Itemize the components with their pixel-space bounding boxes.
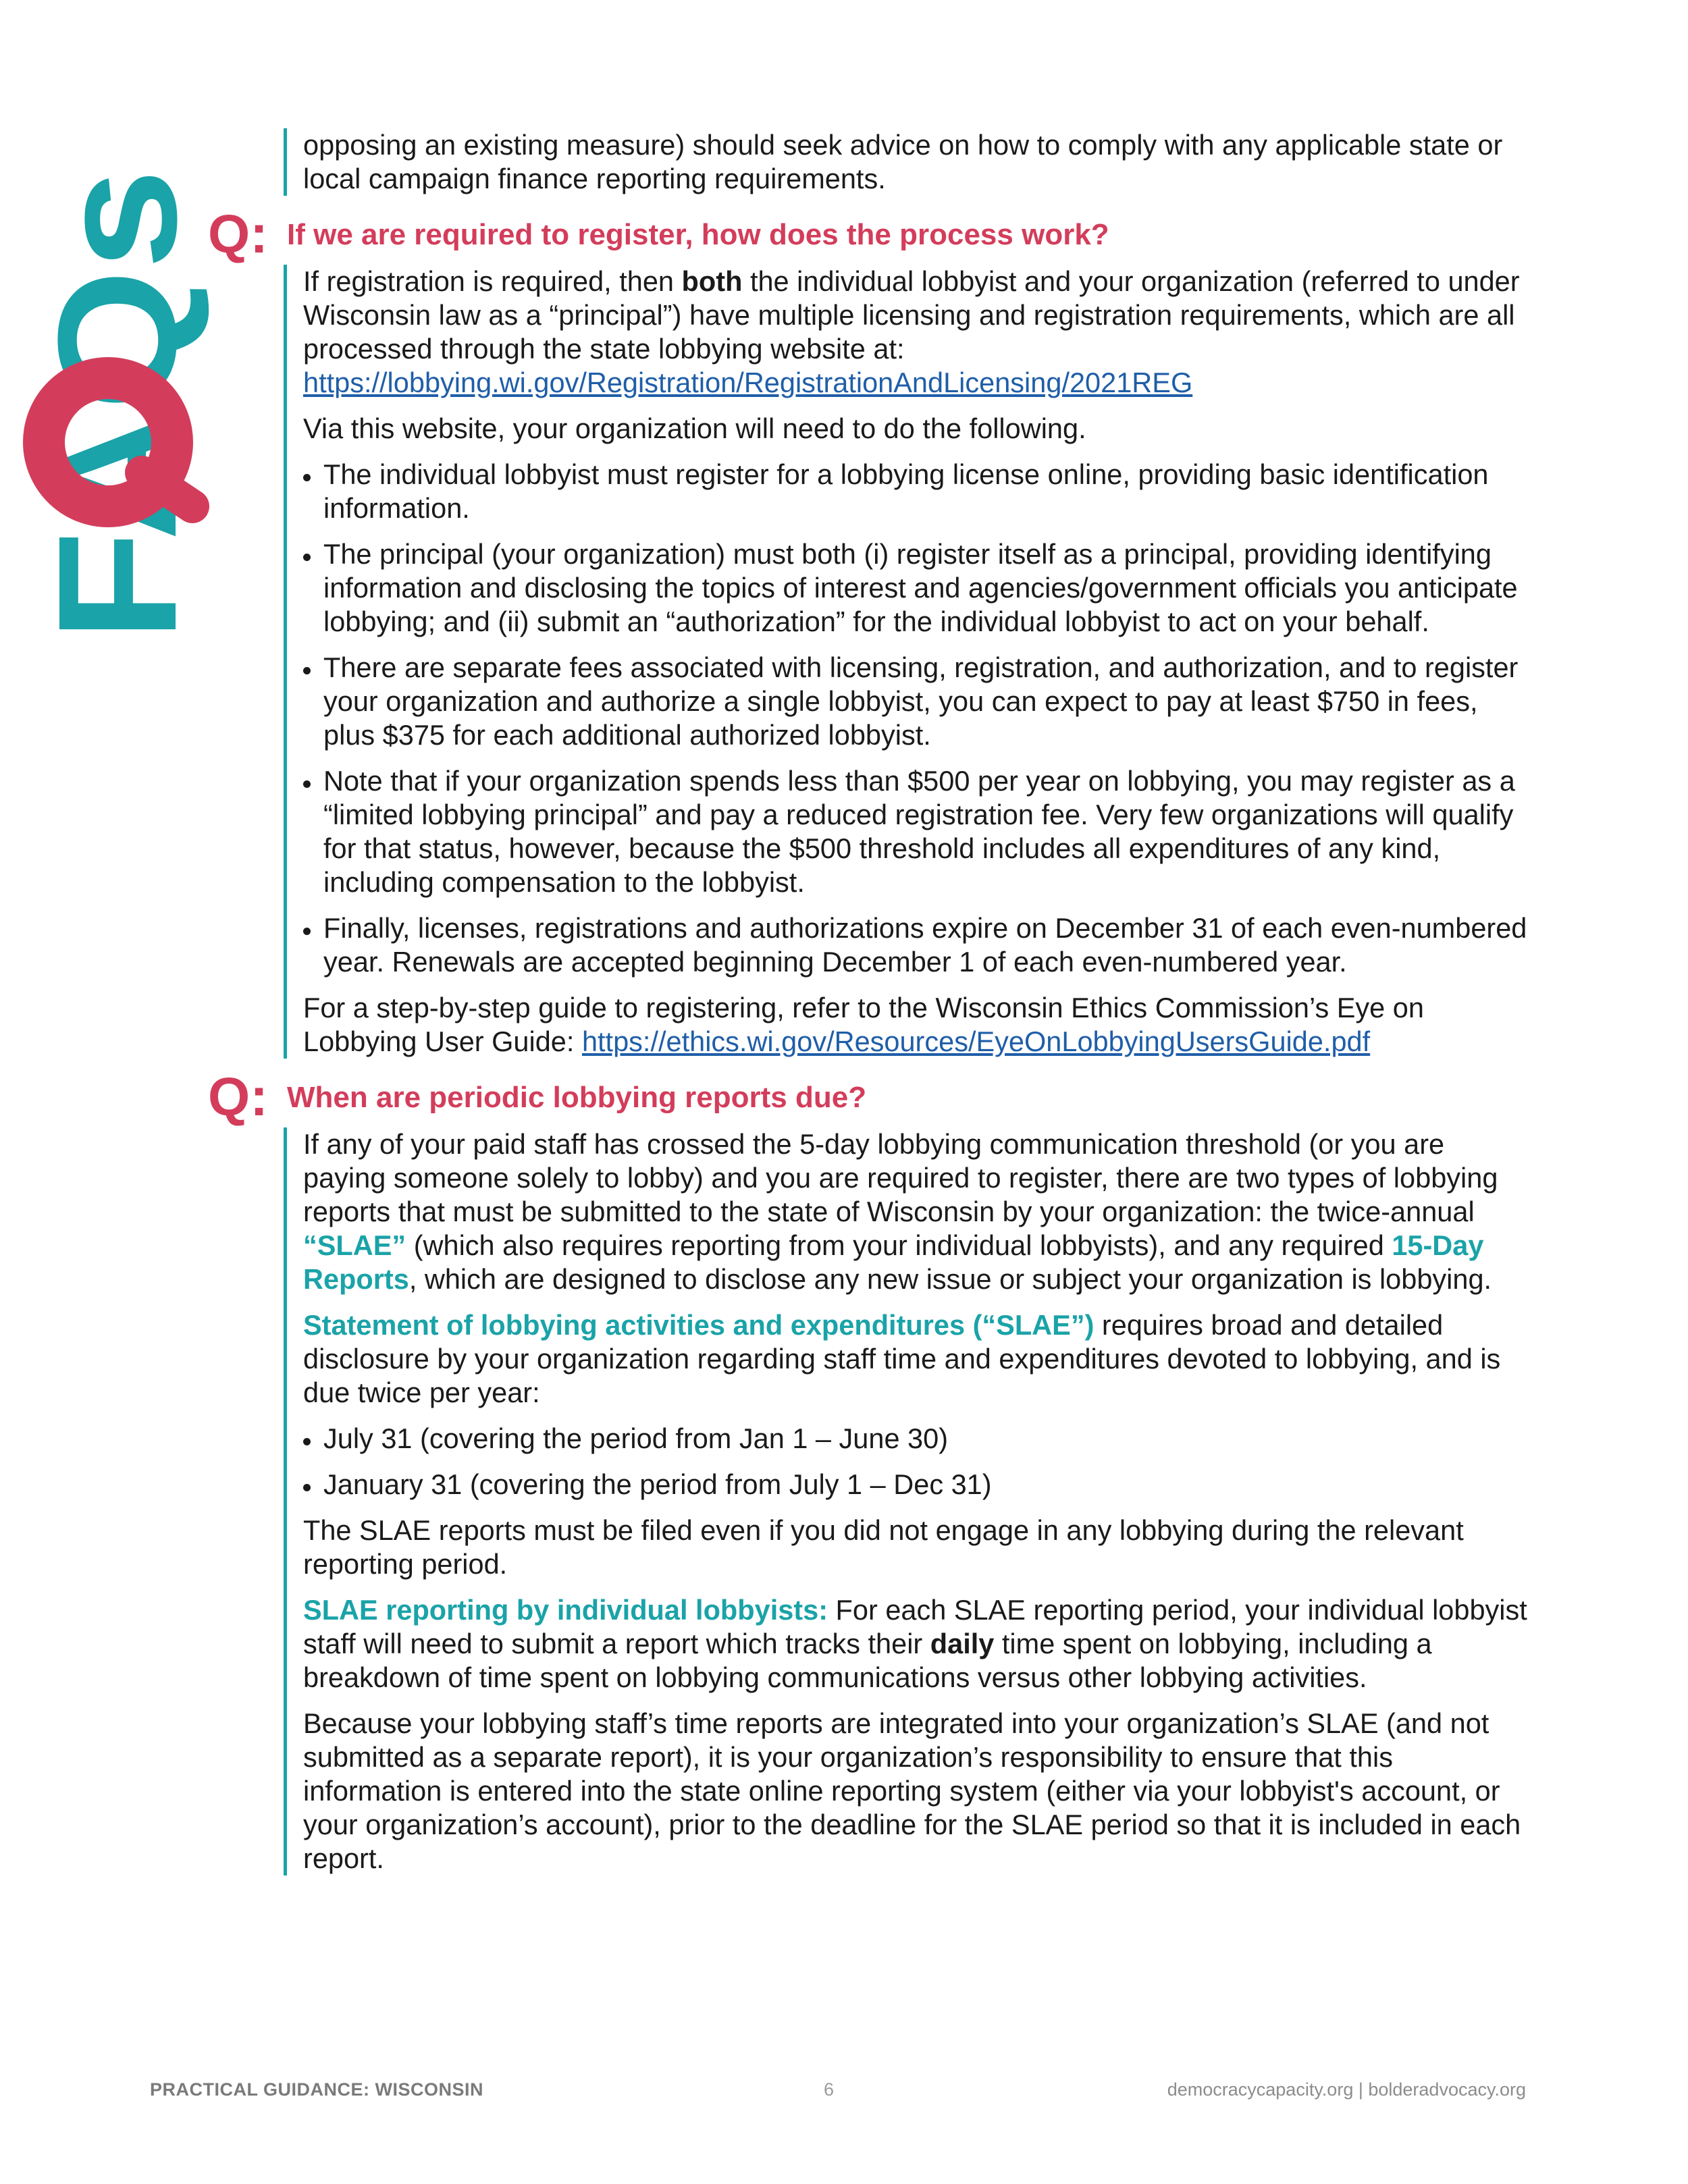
slae-term: “SLAE” [303,1229,406,1261]
registration-steps-list [303,458,1533,979]
list-item: The principal (your organization) must both (i) register itself as a principal, providing identifying information and disclosing the topics of interest and agencies/government officials you anticipate lobbying; and (ii) submit an “authorization” for the individual lobbyist to act on your behalf. [303,537,1533,639]
registration-link[interactable]: https://lobbying.wi.gov/Registration/RegistrationAndLicensing/2021REG [303,367,1193,398]
list-item: Note that if your organization spends less than $500 per year on lobbying, you may register as a “limited lobbying principal” and pay a reduced registration fee. Very few organizations will qualify for that status, however, because the $500 threshold includes all expenditures of any kind, including compensation to the lobbyist. [303,764,1533,899]
user-guide-link[interactable]: https://ethics.wi.gov/Resources/EyeOnLobbyingUsersGuide.pdf [581,1026,1371,1057]
list-item: There are separate fees associated with licensing, registration, and authorization, and to register your organization and authorize a single lobbyist, you can expect to pay at least $750 in fees, plus $375 for each additional authorized lobbyist. [303,651,1533,752]
list-item: Finally, licenses, registrations and authorizations expire on December 31 of each even-numbered year. Renewals are accepted beginning December 1 of each even-numbered year. [303,911,1533,979]
intro-paragraph: opposing an existing measure) should seek advice on how to comply with any applicable state or local campaign finance reporting requirements. [303,129,1503,194]
answer-2-paragraph-3: The SLAE reports must be filed even if you did not engage in any lobbying during the relevant reporting period. [303,1514,1464,1580]
question-2-heading [208,1067,1533,1127]
due-dates-list [303,1422,1533,1501]
q-mark-icon [208,204,275,264]
list-item: January 31 (covering the period from July 1 – Dec 31) [303,1468,1533,1501]
emphasis-both: both [681,265,743,297]
footer-websites: democracycapacity.org | bolderadvocacy.org [1167,2079,1526,2100]
list-item: July 31 (covering the period from Jan 1 – June 30) [303,1422,1533,1456]
question-1-title: If we are required to register, how does the process work? [287,218,1109,251]
page-number: 6 [824,2079,835,2100]
individual-lobbyists-term: SLAE reporting by individual lobbyists: [303,1594,828,1626]
answer-2-paragraph-2: Statement of lobbying activities and expenditures (“SLAE”) requires broad and detailed disclosure by your organization regarding staff time and expenditures devoted to lobbying, and is due twice per year: [303,1309,1501,1408]
question-2-title: When are periodic lobbying reports due? [287,1081,867,1114]
q-mark-text: Q: [208,204,268,264]
answer-1-paragraph-1: If registration is required, then both the individual lobbyist and your organization (referred to under Wisconsin law as a “principal”) have multiple licensing and registration requirements, which are all processed through the state lobbying website at: https://lobbying.wi.gov/Registration/RegistrationAndLicensing/2021REG [303,265,1520,398]
fifteen-day-term: 15-Day Reports [303,1229,1484,1295]
answer-2-paragraph-1: If any of your paid staff has crossed the 5-day lobbying communication threshold (or you are paying someone solely to lobby) and you are required to register, there are two types of lobbying reports that must be submitted to the state of Wisconsin by your organization: the twice-annual “SLAE” (which also requires reporting from your individual lobbyists), and any required 15-Day Reports, which are designed to disclose any new issue or subject your organization is lobbying. [303,1128,1498,1295]
question-1-heading [208,204,1533,265]
answer-1-paragraph-2: Via this website, your organization will need to do the following. [303,412,1086,444]
emphasis-daily: daily [930,1628,995,1659]
main-content [208,128,1533,1875]
footer-title: PRACTICAL GUIDANCE: WISCONSIN [150,2079,484,2100]
answer-1-paragraph-3: For a step-by-step guide to registering, refer to the Wisconsin Ethics Commission’s Eye on Lobbying User Guide: https://ethics.wi.gov/Resources/EyeOnLobbyingUsersGuide.pdf [303,992,1424,1057]
slae-definition-term: Statement of lobbying activities and expenditures (“SLAE”) [303,1309,1094,1341]
q-mark-icon [208,1067,275,1127]
faqs-logo-text: FAQs [23,201,211,641]
faqs-logo [23,142,211,641]
intro-block [284,128,1533,196]
q-mark-text: Q: [208,1067,268,1127]
answer-2-paragraph-5: Because your lobbying staff’s time reports are integrated into your organization’s SLAE (and not submitted as a separate report), it is your organization’s responsibility to ensure that this information is entered into the state online reporting system (either via your lobbyist's account, or your organization’s account), prior to the deadline for the SLAE period so that it is included in each report. [303,1707,1521,1874]
answer-2-paragraph-4: SLAE reporting by individual lobbyists: For each SLAE reporting period, your individual lobbyist staff will need to submit a report which tracks their daily time spent on lobbying, including a breakdown of time spent on lobbying communications versus other lobbying activities. [303,1594,1527,1693]
list-item: The individual lobbyist must register for a lobbying license online, providing basic identification information. [303,458,1533,525]
answer-2-block [284,1127,1533,1875]
answer-1-block [284,265,1533,1059]
